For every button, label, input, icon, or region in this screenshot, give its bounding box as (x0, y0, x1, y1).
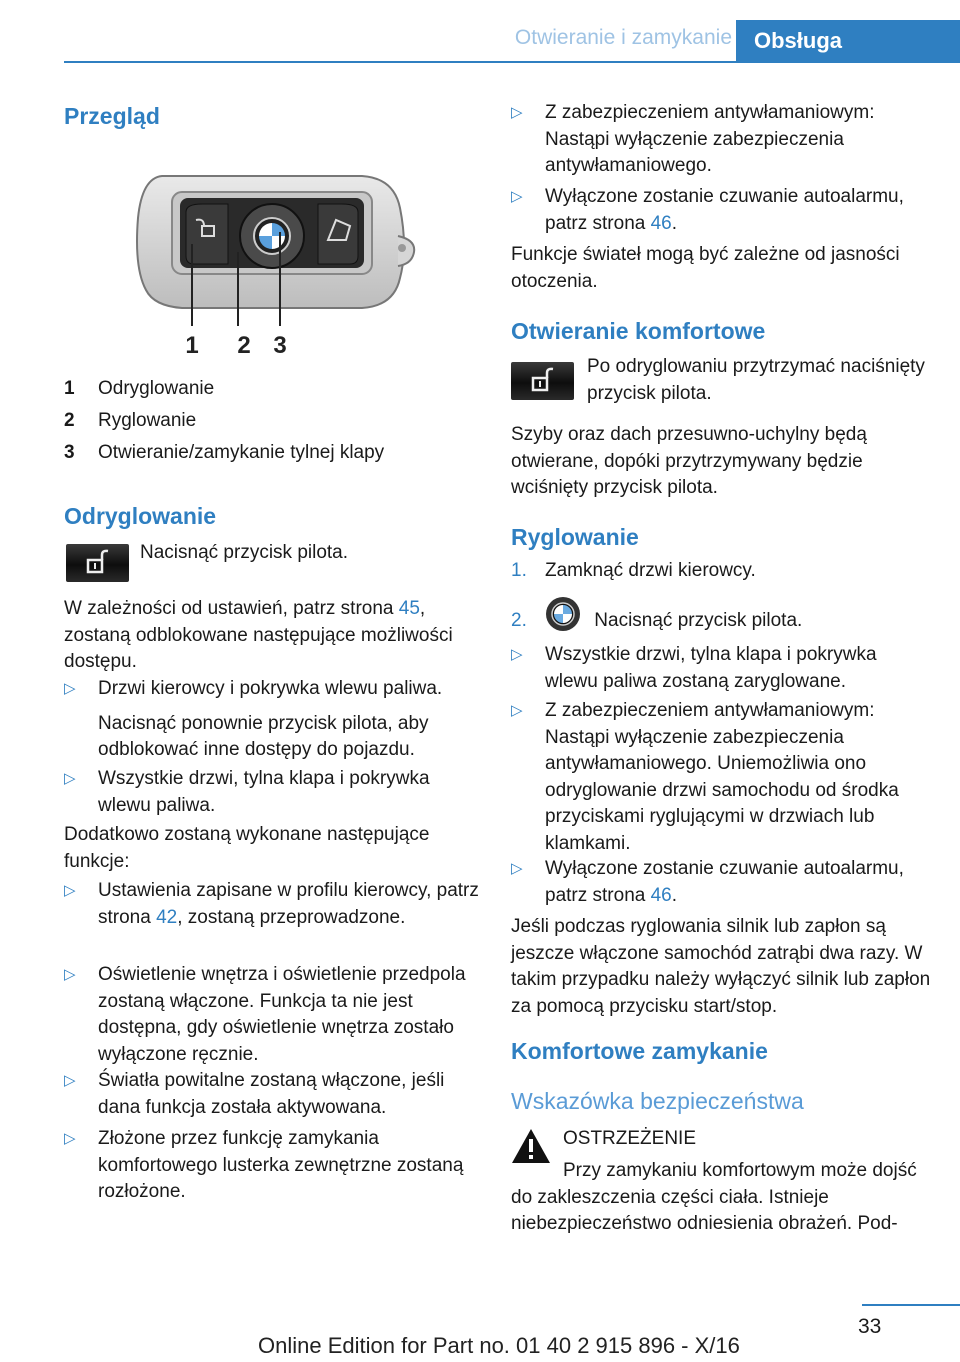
list-item-note: Nacisnąć ponownie przycisk pilota, aby odblokować inne dostępy do pojazdu. (98, 712, 429, 760)
triangle-right-icon: ▷ (64, 882, 76, 899)
warning-label: OSTRZEŻENIE (563, 1128, 697, 1149)
step-content (545, 608, 931, 635)
list-item-text: Wszystkie drzwi, tylna klapa i pokrywka wlewu paliwa. (98, 768, 430, 816)
list-item-text (545, 856, 931, 909)
list-item-text: Z zabezpieczeniem antywłamaniowym: Nastąpi wyłączenie zabezpieczenia antywłamaniowego. (545, 102, 875, 176)
list-item-text: Wszystkie drzwi, tylna klapa i pokrywka wlewu paliwa zostaną zaryglowane. (545, 644, 877, 692)
unlock-button-icon (66, 544, 129, 582)
page-link-46[interactable]: 46 (650, 884, 672, 906)
list-item-pre: Wyłączone zostanie czuwanie autoalarmu, patrz strona (545, 858, 904, 906)
key-item-number: 3 (64, 442, 75, 463)
key-item-number: 2 (64, 410, 75, 431)
page-link-45[interactable]: 45 (398, 598, 420, 619)
safety-heading: Wskazówka bezpieczeństwa (511, 1088, 804, 1114)
comfort-close-heading: Komfortowe zamykanie (511, 1038, 768, 1064)
triangle-right-icon: ▷ (511, 860, 523, 877)
header-chapter-tab: Obsługa (736, 20, 960, 61)
callout-1: 1 (185, 332, 199, 356)
unlock-depends-pre: W zależności od ustawień, patrz strona (64, 598, 399, 619)
header-rule (64, 61, 960, 63)
unlock-depends-text (64, 596, 482, 676)
triangle-right-icon: ▷ (64, 1130, 76, 1147)
list-item-text: Z zabezpieczeniem antywłamaniowym: Nastąpi wyłączenie zabezpieczenia antywłamaniowego. Uniemożliwia ono odryglowanie drzwi samochodu od środka przyciskami ryglującymi w drzwiach lub klamkami. (545, 700, 899, 854)
list-item-text: Drzwi kierowcy i pokrywka wlewu paliwa. (98, 678, 443, 699)
step-number: 1. (511, 560, 527, 581)
callout-3: 3 (273, 332, 287, 356)
header-section-title: Otwieranie i zamykanie (514, 26, 732, 49)
list-item-post: . (671, 884, 678, 906)
unlock-button-icon (511, 362, 574, 400)
page-link-42[interactable]: 42 (156, 906, 178, 928)
list-item-post: . (671, 212, 678, 234)
callout-2: 2 (237, 332, 251, 356)
step-text: Nacisnąć przycisk pilota. (594, 610, 803, 631)
list-item-text (98, 878, 482, 931)
key-fob-illustration (132, 168, 422, 356)
triangle-right-icon: ▷ (64, 966, 76, 983)
key-item-label: Odryglowanie (98, 378, 215, 399)
page-link-46[interactable]: 46 (650, 212, 672, 234)
page-number-rule (862, 1304, 960, 1306)
triangle-right-icon: ▷ (511, 104, 523, 121)
list-item-text (545, 184, 931, 237)
triangle-right-icon: ▷ (511, 646, 523, 663)
step-text: Zamknąć drzwi kierowcy. (545, 560, 756, 581)
horn-note: Jeśli podczas ryglowania silnik lub zapłon są jeszcze włączone samochód zatrąbi dwa razy. W takim przypadku należy wyłączyć silnik lub zapłon za pomocą przycisku start/stop. (511, 916, 931, 1017)
triangle-right-icon: ▷ (64, 1072, 76, 1089)
bmw-roundel-icon (545, 596, 581, 632)
list-item-pre: Ustawienia zapisane w profilu kierowcy, patrz strona (98, 880, 479, 928)
list-item-text: Oświetlenie wnętrza i oświetlenie przedpola zostaną włączone. Funkcja ta nie jest dostępna, gdy oświetlenie wnętrza zostało wyłączone ręcznie. (98, 964, 466, 1065)
list-item (64, 676, 482, 766)
overview-heading: Przegląd (64, 103, 160, 129)
list-item-pre: Wyłączone zostanie czuwanie autoalarmu, patrz strona (545, 186, 904, 234)
triangle-right-icon: ▷ (511, 188, 523, 205)
unlock-heading: Odryglowanie (64, 503, 217, 529)
list-item-post: , zostaną przeprowadzone. (177, 906, 406, 928)
additional-functions-text: Dodatkowo zostaną wykonane następujące funkcje: (64, 824, 430, 872)
unlock-depends-post: , zostaną odblokowane następujące możliwości dostępu. (64, 598, 453, 672)
footer-edition: Online Edition for Part no. 01 40 2 915 896 - X/16 (258, 1333, 740, 1358)
step-number: 2. (511, 610, 527, 631)
windows-text: Szyby oraz dach przesuwno-uchylny będą otwierane, dopóki przytrzymywany będzie wciśnięty przycisk pilota. (511, 424, 867, 498)
warning-text: Przy zamykaniu komfortowym może dojść do zakleszczenia części ciała. Istnieje niebezpieczeństwo odniesienia obrażeń. Pod- (511, 1160, 917, 1234)
lock-heading: Ryglowanie (511, 524, 639, 550)
list-item-text: Złożone przez funkcję zamykania komfortowego lusterka zewnętrzne zostaną rozłożone. (98, 1128, 464, 1202)
key-item-label: Ryglowanie (98, 410, 197, 431)
triangle-right-icon: ▷ (511, 702, 523, 719)
comfort-open-heading: Otwieranie komfortowe (511, 318, 766, 344)
key-item-number: 1 (64, 378, 75, 399)
triangle-right-icon: ▷ (64, 680, 76, 697)
key-item-label: Otwieranie/zamykanie tylnej klapy (98, 442, 385, 463)
page-number: 33 (858, 1315, 882, 1338)
list-item-text: Światła powitalne zostaną włączone, jeśli dana funkcja została aktywowana. (98, 1070, 445, 1118)
comfort-open-text: Po odryglowaniu przytrzymać naciśnięty przycisk pilota. (587, 356, 925, 404)
unlock-press-text: Nacisnąć przycisk pilota. (140, 542, 349, 563)
lights-note: Funkcje świateł mogą być zależne od jasności otoczenia. (511, 244, 900, 292)
triangle-right-icon: ▷ (64, 770, 76, 787)
